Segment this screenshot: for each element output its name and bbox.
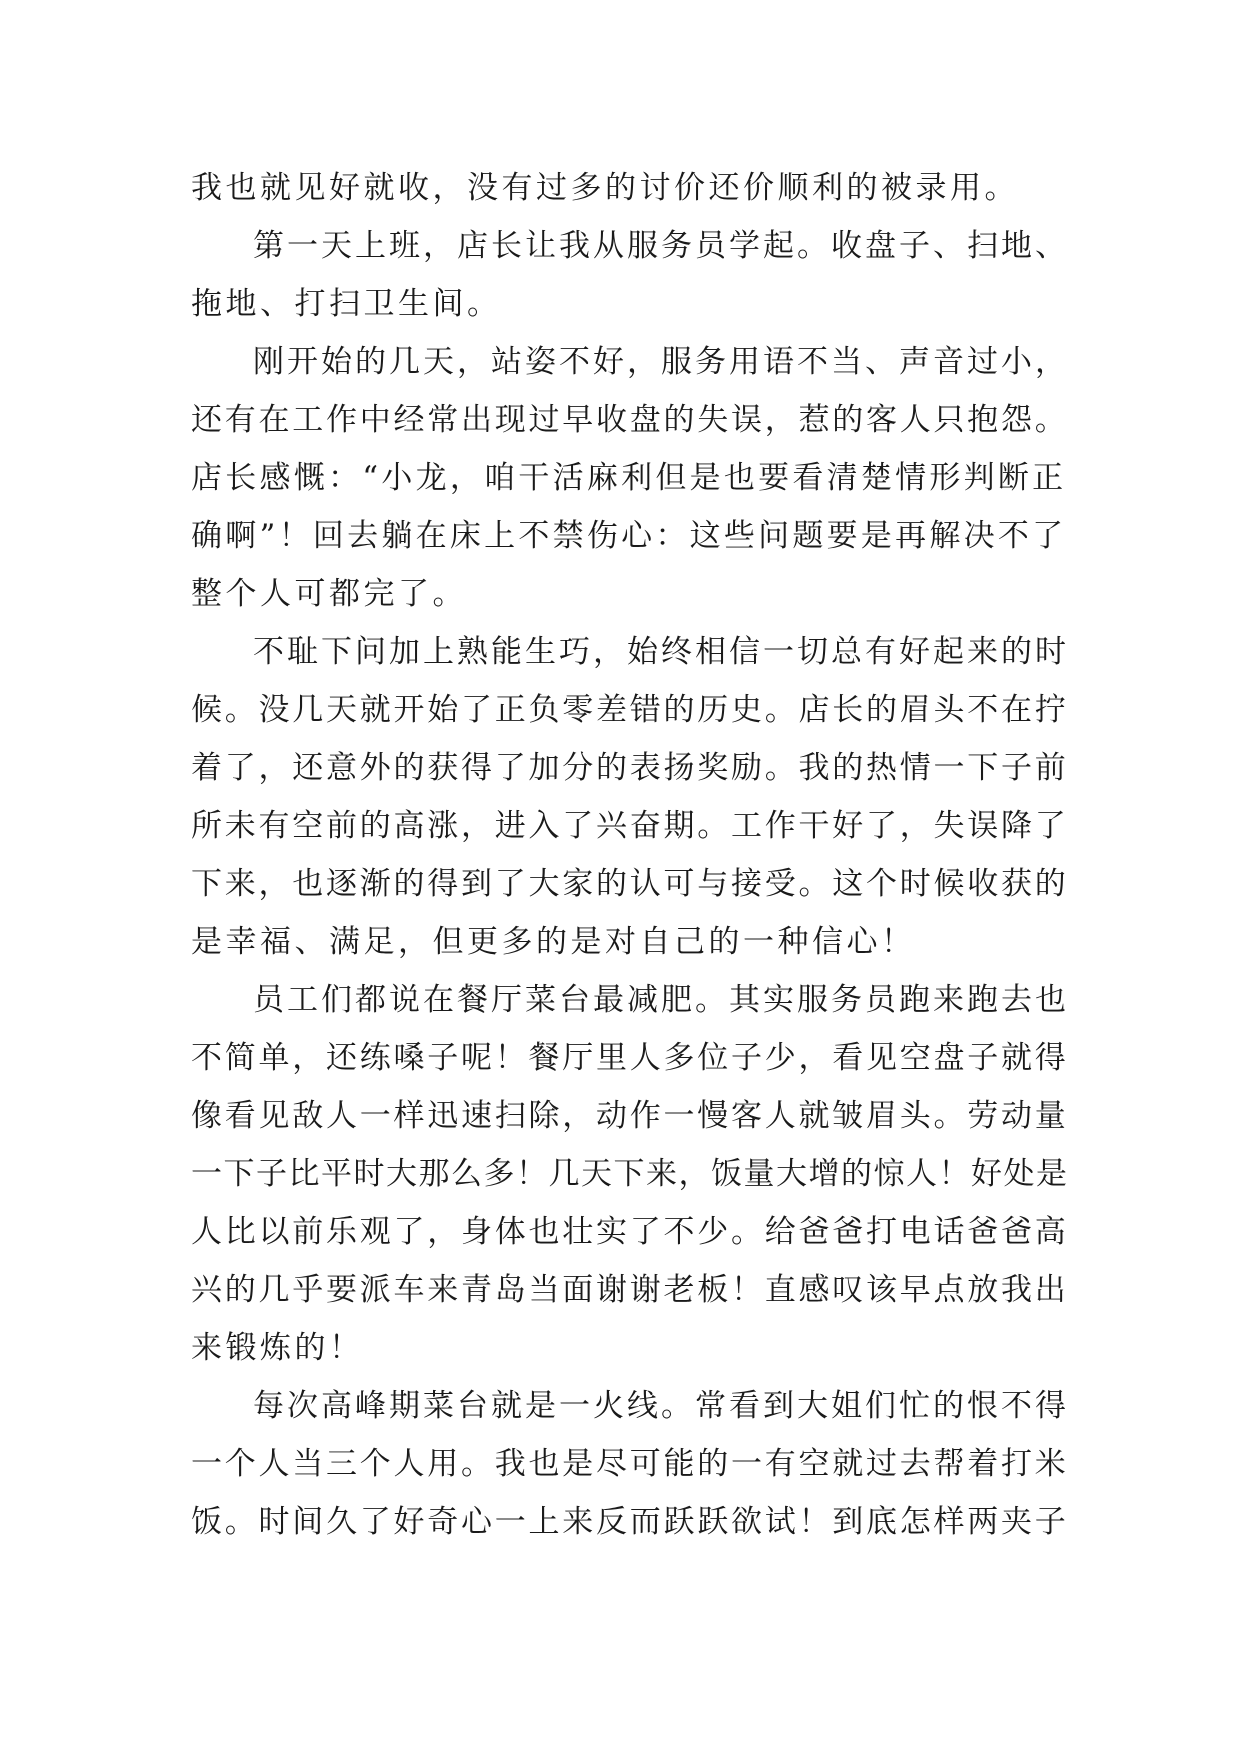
text-line: 下来，也逐渐的得到了大家的认可与接受。这个时候收获的	[191, 866, 1069, 902]
text-line: 刚开始的几天，站姿不好，服务用语不当、声音过小，	[253, 344, 1069, 380]
text-line: 不耻下问加上熟能生巧，始终相信一切总有好起来的时	[253, 634, 1069, 670]
text-line: 是幸福、满足，但更多的是对自己的一种信心！	[191, 924, 916, 960]
text-line: 确啊”！回去躺在床上不禁伤心：这些问题要是再解决不了	[191, 518, 1067, 554]
text-line: 人比以前乐观了，身体也壮实了不少。给爸爸打电话爸爸高	[191, 1214, 1069, 1250]
text-line: 店长感慨：“小龙，咱干活麻利但是也要看清楚情形判断正	[191, 460, 1067, 496]
text-line: 饭。时间久了好奇心一上来反而跃跃欲试！到底怎样两夹子	[191, 1504, 1069, 1540]
text-line: 整个人可都完了。	[191, 576, 467, 612]
text-line: 兴的几乎要派车来青岛当面谢谢老板！直感叹该早点放我出	[191, 1272, 1069, 1308]
text-line: 一个人当三个人用。我也是尽可能的一有空就过去帮着打米	[191, 1446, 1069, 1482]
text-line: 像看见敌人一样迅速扫除，动作一慢客人就皱眉头。劳动量	[191, 1098, 1069, 1134]
text-line: 一下子比平时大那么多！几天下来，饭量大增的惊人！好处是	[191, 1156, 1069, 1192]
text-line: 所未有空前的高涨，进入了兴奋期。工作干好了，失误降了	[191, 808, 1069, 844]
text-line: 每次高峰期菜台就是一火线。常看到大姐们忙的恨不得	[253, 1388, 1069, 1424]
text-line: 第一天上班，店长让我从服务员学起。收盘子、扫地、	[253, 228, 1069, 264]
text-line: 员工们都说在餐厅菜台最减肥。其实服务员跑来跑去也	[253, 982, 1069, 1018]
text-line: 着了，还意外的获得了加分的表扬奖励。我的热情一下子前	[191, 750, 1069, 786]
body-text	[191, 159, 1071, 1551]
text-line: 我也就见好就收，没有过多的讨价还价顺利的被录用。	[191, 170, 1019, 206]
text-line: 拖地、打扫卫生间。	[191, 286, 502, 322]
text-line: 候。没几天就开始了正负零差错的历史。店长的眉头不在拧	[191, 692, 1069, 728]
text-line: 来锻炼的！	[191, 1330, 364, 1366]
text-line: 不简单，还练嗓子呢！餐厅里人多位子少，看见空盘子就得	[191, 1040, 1069, 1076]
text-line: 还有在工作中经常出现过早收盘的失误，惹的客人只抱怨。	[191, 402, 1069, 438]
